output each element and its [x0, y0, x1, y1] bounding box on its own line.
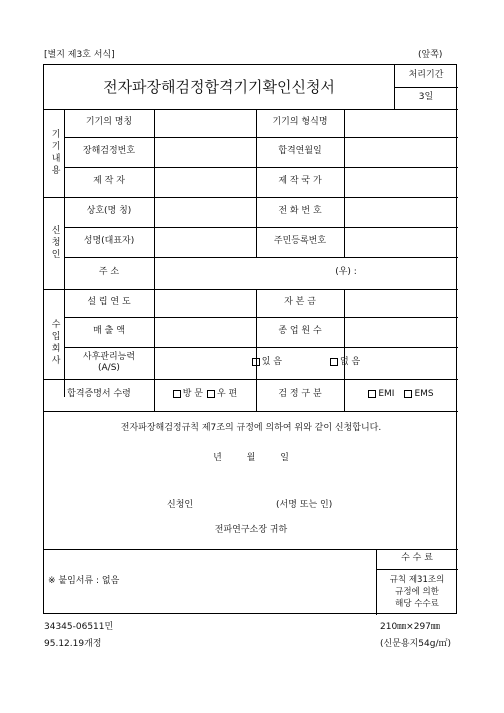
as-yes-checkbox[interactable] [252, 358, 260, 366]
visit-option[interactable] [173, 389, 203, 400]
emi-checkbox[interactable] [368, 390, 376, 398]
country-field[interactable] [345, 168, 457, 196]
applicant-name-field[interactable] [204, 493, 274, 507]
company-label: 상호(명 칭) [86, 206, 132, 217]
zip-label: (우) : [335, 267, 357, 278]
ems-checkbox[interactable] [404, 390, 412, 398]
address-field[interactable] [155, 258, 457, 288]
capital-field[interactable] [345, 290, 457, 316]
receipt-options [155, 380, 255, 410]
test-type-label: 검 정 구 분 [278, 389, 322, 400]
maker-label: 제 작 자 [93, 176, 125, 187]
as-no-option[interactable] [330, 357, 360, 368]
paper-size: 210㎜×297㎜ [380, 622, 440, 632]
device-name-field[interactable] [155, 110, 255, 136]
as-capability-options [155, 348, 457, 378]
section-applicant-label: 신청인 [49, 225, 60, 261]
address-label: 주 소 [98, 267, 120, 278]
country-label: 제 작 국 가 [278, 176, 322, 187]
fee-text: 규칙 제31조의 규정에 의한 해당 수수료 [389, 574, 445, 610]
emi-text: EMI [378, 389, 395, 400]
as-yes-option[interactable] [252, 357, 282, 368]
mail-checkbox[interactable] [207, 390, 215, 398]
visit-checkbox[interactable] [173, 390, 181, 398]
capital-label: 자 본 금 [284, 297, 316, 308]
employees-label: 종 업 원 수 [278, 326, 322, 337]
company-field[interactable] [155, 198, 255, 226]
form-code: 34345-06511민 [44, 622, 114, 632]
mail-option[interactable] [207, 389, 237, 400]
revision-date: 95.12.19개정 [44, 639, 102, 649]
form-number: [별지 제3호 서식] [44, 50, 115, 60]
as-capability-label: 사후관리능력 (A/S) [82, 351, 136, 373]
maker-field[interactable] [155, 168, 255, 196]
pass-date-field[interactable] [345, 138, 457, 166]
fee-title: 수 수 료 [401, 553, 433, 564]
mail-text: 우 편 [217, 389, 238, 400]
founded-label: 설 립 연 도 [87, 297, 131, 308]
processing-value: 3일 [418, 92, 434, 103]
form-title: 전자파장해검정합격기기확인신청서 [103, 77, 335, 96]
statement-text: 전자파장해검정규칙 제7조의 규정에 의하여 위와 같이 신청합니다. [120, 423, 382, 434]
statement-date: 년 월 일 [213, 453, 289, 464]
rrn-label: 주민등록번호 [273, 236, 327, 247]
ems-text: EMS [414, 389, 434, 400]
statement-applicant: 신청인 [167, 500, 194, 510]
cert-number-label: 장해검정번호 [82, 146, 136, 157]
founded-field[interactable] [155, 290, 255, 316]
representative-label: 성명(대표자) [83, 236, 135, 247]
addressee: 전파연구소장 귀하 [214, 525, 288, 536]
ems-option[interactable] [404, 389, 433, 400]
cert-number-field[interactable] [155, 138, 255, 166]
device-model-label: 기기의 형식명 [272, 117, 328, 128]
test-type-options [345, 380, 457, 410]
as-no-checkbox[interactable] [330, 358, 338, 366]
receipt-label: 합격증명서 수령 [67, 389, 131, 400]
employees-field[interactable] [345, 318, 457, 346]
paper-type: (신문용지54g/㎡) [380, 639, 451, 649]
processing-label: 처리기간 [408, 70, 444, 81]
section-importer-label: 수입회사 [49, 319, 60, 367]
sales-field[interactable] [155, 318, 255, 346]
application-form [43, 64, 457, 614]
section-device-label: 기기내용 [49, 129, 60, 177]
signature-label: (서명 또는 인) [276, 500, 333, 510]
phone-label: 전 화 번 호 [278, 206, 322, 217]
emi-option[interactable] [368, 389, 394, 400]
representative-field[interactable] [155, 228, 255, 256]
device-name-label: 기기의 명칭 [85, 117, 133, 128]
rrn-field[interactable] [345, 228, 457, 256]
visit-text: 방 문 [182, 389, 203, 400]
attachment-note: ※ 붙임서류 : 없음 [48, 576, 120, 587]
sales-label: 매 출 액 [93, 326, 125, 337]
pass-date-label: 합격연월일 [278, 146, 322, 157]
as-no-text: 없 음 [340, 357, 361, 368]
page-side-label: (앞쪽) [418, 50, 443, 60]
as-yes-text: 있 음 [261, 357, 282, 368]
device-model-field[interactable] [345, 110, 457, 136]
phone-field[interactable] [345, 198, 457, 226]
